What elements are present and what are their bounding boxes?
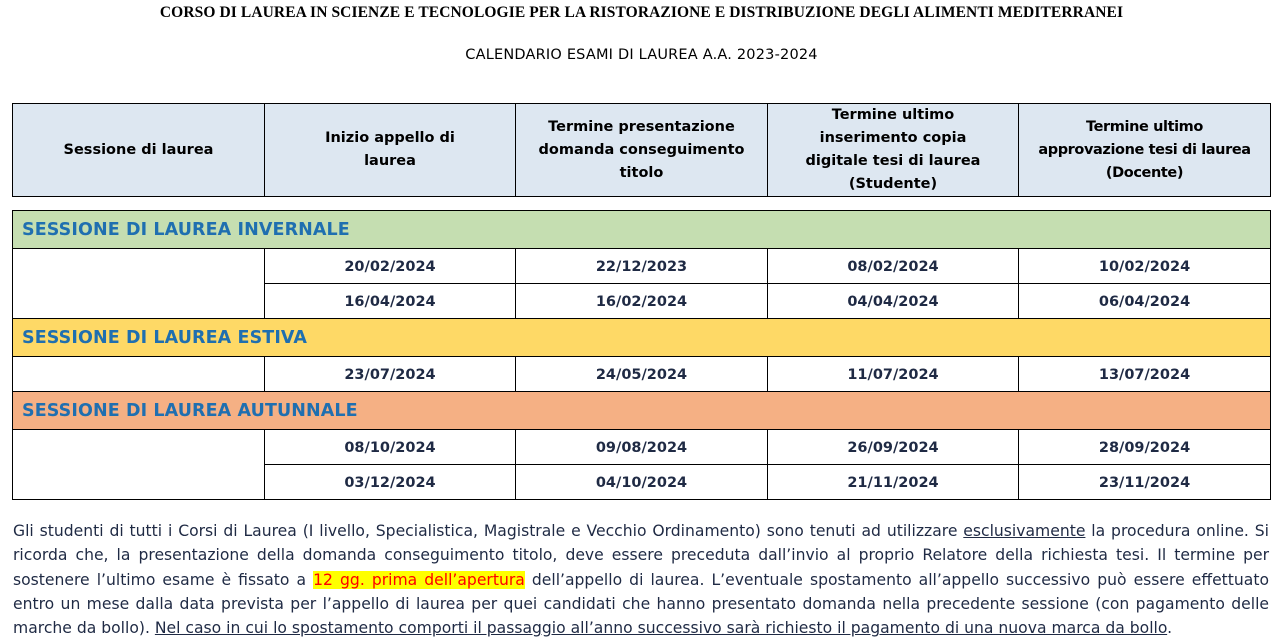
column-header-approval-deadline: Termine ultimo approvazione tesi di laurea (Docente) — [1019, 104, 1271, 197]
date-cell: 04/04/2024 — [768, 284, 1019, 319]
date-cell: 22/12/2023 — [516, 249, 768, 284]
date-cell: 23/11/2024 — [1019, 465, 1271, 500]
note-emphasis: Nel caso in cui lo spostamento comporti il passaggio all’anno successivo sarà richiesto il pagamento di una nuova marca da bollo — [154, 619, 1168, 638]
column-header-thesis-upload-deadline: Termine ultimo inserimento copia digitale tesi di laurea (Studente) — [768, 104, 1019, 197]
empty-session-cell — [13, 357, 265, 392]
table-row — [13, 357, 1271, 392]
date-cell: 13/07/2024 — [1019, 357, 1271, 392]
session-row-summer — [13, 319, 1271, 357]
date-cell: 06/04/2024 — [1019, 284, 1271, 319]
session-row-autumn — [13, 392, 1271, 430]
column-header-start: Inizio appello di laurea — [265, 104, 516, 197]
note-highlight: 12 gg. prima dell’apertura — [313, 570, 525, 589]
date-cell: 16/02/2024 — [516, 284, 768, 319]
date-cell: 04/10/2024 — [516, 465, 768, 500]
date-cell: 21/11/2024 — [768, 465, 1019, 500]
note-text: . — [1167, 619, 1173, 638]
session-title-autumn: SESSIONE DI LAUREA AUTUNNALE — [13, 392, 1271, 430]
note-text: Gli studenti di tutti i Corsi di Laurea (I livello, Specialistica, Magistrale e Vecchio Ordinamento) sono tenuti ad utilizzare — [13, 522, 964, 540]
date-cell: 24/05/2024 — [516, 357, 768, 392]
date-cell: 10/02/2024 — [1019, 249, 1271, 284]
header-table — [12, 103, 1271, 197]
table-row — [13, 430, 1271, 465]
header-row — [13, 104, 1271, 197]
empty-session-cell — [13, 430, 265, 500]
table-row — [13, 249, 1271, 284]
note-emphasis: esclusivamente — [963, 522, 1086, 540]
notes-paragraph — [13, 519, 1269, 640]
date-cell: 26/09/2024 — [768, 430, 1019, 465]
session-title-winter: SESSIONE DI LAUREA INVERNALE — [13, 211, 1271, 249]
date-cell: 23/07/2024 — [265, 357, 516, 392]
date-cell: 09/08/2024 — [516, 430, 768, 465]
document-subtitle: CALENDARIO ESAMI DI LAUREA A.A. 2023-2024 — [465, 47, 818, 63]
date-cell: 16/04/2024 — [265, 284, 516, 319]
date-cell: 20/02/2024 — [265, 249, 516, 284]
empty-session-cell — [13, 249, 265, 319]
note-text: dell’appello di laurea. L’eventuale spostamento all’appello successivo può essere effettuato entro un mese dalla data prevista per l’appello di laurea per quei candidati che hanno presentato domanda nella precedente sessione (con pagamento delle marche da bollo). — [13, 570, 1269, 638]
column-header-application-deadline: Termine presentazione domanda conseguimento titolo — [516, 104, 768, 197]
sessions-table — [12, 210, 1271, 500]
document-title: CORSO DI LAUREA IN SCIENZE E TECNOLOGIE PER LA RISTORAZIONE E DISTRIBUZIONE DEGLI ALIMENTI MEDITERRANEI — [159, 4, 1124, 21]
column-header-session: Sessione di laurea — [13, 104, 265, 197]
date-cell: 11/07/2024 — [768, 357, 1019, 392]
session-title-summer: SESSIONE DI LAUREA ESTIVA — [13, 319, 1271, 357]
session-row-winter — [13, 211, 1271, 249]
date-cell: 03/12/2024 — [265, 465, 516, 500]
date-cell: 08/10/2024 — [265, 430, 516, 465]
date-cell: 08/02/2024 — [768, 249, 1019, 284]
note-text: la procedura online. Si ricorda che, la presentazione della domanda conseguimento titolo, deve essere preceduta dall’invio al proprio Relatore della richiesta tesi. Il termine per sostenere l’ultimo esame è fissato a — [13, 522, 1269, 589]
date-cell: 28/09/2024 — [1019, 430, 1271, 465]
